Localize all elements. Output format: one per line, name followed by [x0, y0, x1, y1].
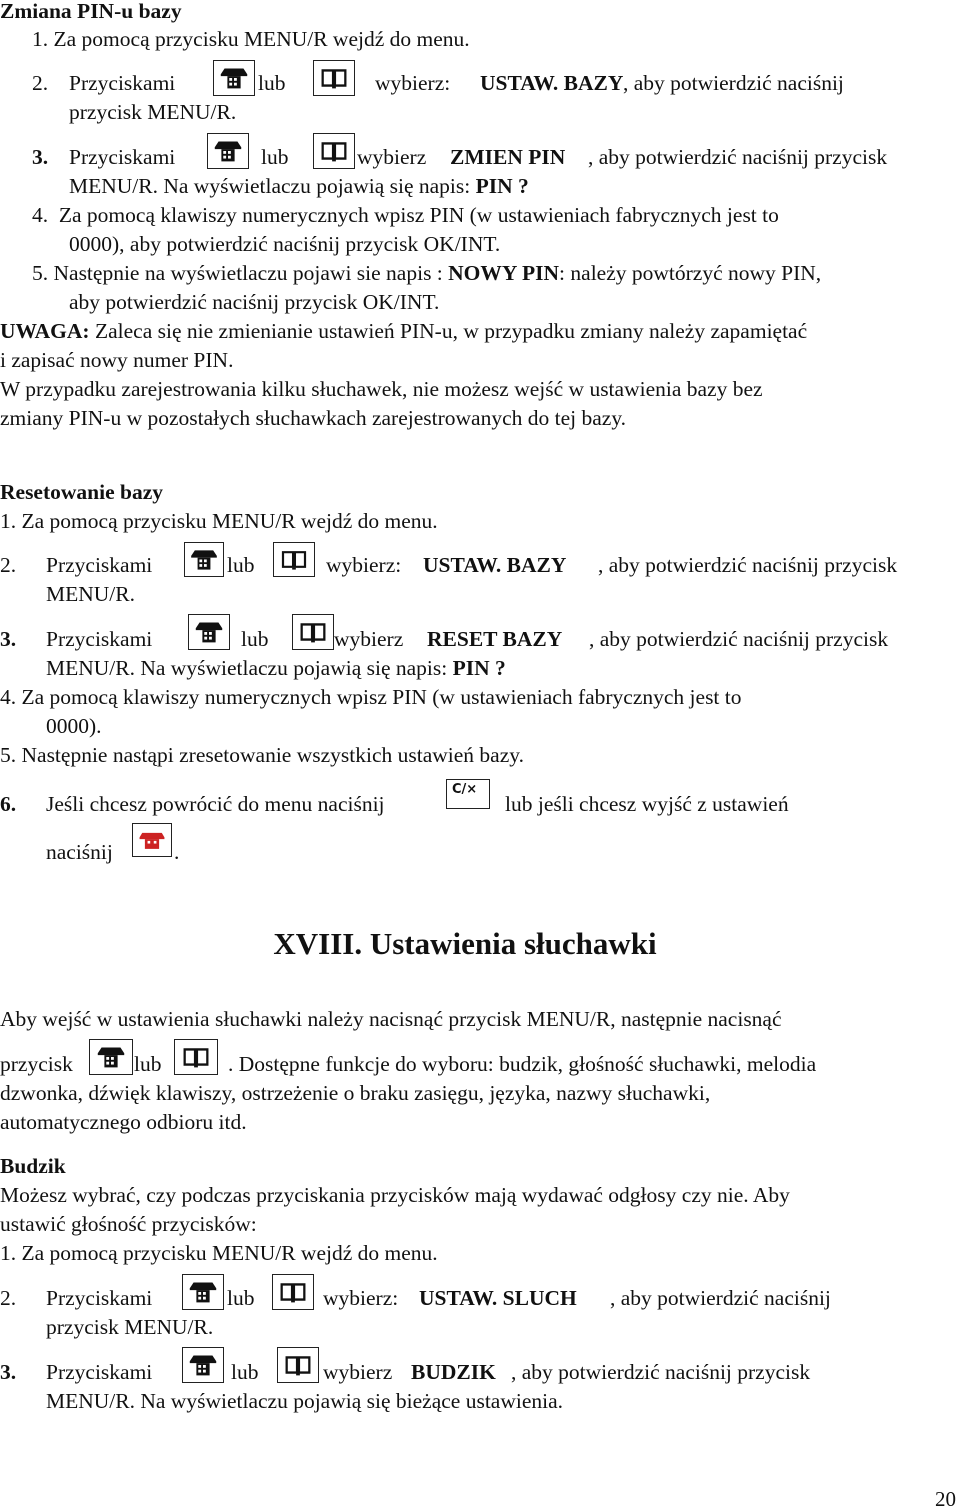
list-item-continuation: naciśnij . [46, 840, 180, 864]
paragraph: ustawić głośność przycisków: [0, 1212, 257, 1236]
list-item: 4. Za pomocą klawiszy numerycznych wpisz PIN (w ustawieniach fabrycznych jest to [0, 685, 742, 709]
paragraph: automatycznego odbioru itd. [0, 1110, 247, 1134]
list-item: 5. Następnie na wyświetlaczu pojawi sie napis : NOWY PIN: należy powtórzyć nowy PIN, [32, 261, 822, 285]
page-number: 20 [935, 1487, 956, 1511]
end-call-key-icon [132, 823, 172, 857]
chapter-title: XVIII. Ustawienia słuchawki [273, 926, 657, 961]
list-item-continuation: przycisk MENU/R. [69, 100, 237, 124]
list-item: 5. Następnie nastąpi zresetowanie wszystkich ustawień bazy. [0, 743, 524, 767]
down-key-icon [174, 1039, 218, 1075]
warning-note-cont: i zapisać nowy numer PIN. [0, 348, 234, 372]
list-item-continuation: aby potwierdzić naciśnij przycisk OK/INT. [69, 290, 440, 314]
up-key-icon [207, 133, 249, 169]
list-item: 3. Przyciskami lub wybierz RESET BAZY , aby potwierdzić naciśnij przycisk [0, 627, 889, 651]
list-item: 1. Za pomocą przycisku MENU/R wejdź do menu. [0, 1241, 438, 1265]
list-item: 3. Przyciskami lub wybierz ZMIEN PIN , aby potwierdzić naciśnij przycisk [32, 145, 888, 169]
paragraph: przycisk lub . Dostępne funkcje do wyboru: budzik, głośność słuchawki, melodia [0, 1052, 817, 1076]
up-key-icon [188, 614, 230, 650]
down-key-icon [273, 542, 315, 577]
paragraph: W przypadku zarejestrowania kilku słuchawek, nie możesz wejść w ustawienia bazy bez [0, 377, 763, 401]
down-key-icon [277, 1347, 319, 1383]
list-item-continuation: 0000), aby potwierdzić naciśnij przycisk OK/INT. [69, 232, 501, 256]
paragraph: zmiany PIN-u w pozostałych słuchawkach zarejestrowanych do tej bazy. [0, 406, 627, 430]
list-item: 4. Za pomocą klawiszy numerycznych wpisz PIN (w ustawieniach fabrycznych jest to [32, 203, 779, 227]
list-item: 6. Jeśli chcesz powrócić do menu naciśnij lub jeśli chcesz wyjść z ustawień [0, 792, 789, 816]
section-title-alarm: Budzik [0, 1154, 66, 1178]
up-key-icon [213, 60, 255, 96]
list-item: 1. Za pomocą przycisku MENU/R wejdź do menu. [0, 509, 438, 533]
list-item: 2. Przyciskami lub wybierz: USTAW. SLUCH , aby potwierdzić naciśnij [0, 1286, 831, 1310]
section-title-pin: Zmiana PIN-u bazy [0, 0, 182, 23]
list-item: 3. Przyciskami lub wybierz BUDZIK , aby potwierdzić naciśnij przycisk [0, 1360, 811, 1384]
section-title-reset: Resetowanie bazy [0, 480, 164, 504]
list-item-continuation: MENU/R. Na wyświetlaczu pojawią się bieżące ustawienia. [46, 1389, 564, 1413]
up-key-icon [182, 1274, 224, 1310]
list-item-continuation: 0000). [46, 714, 102, 738]
list-item-continuation: MENU/R. Na wyświetlaczu pojawią się napis: PIN ? [69, 174, 529, 198]
clear-key-icon: C/× [446, 779, 490, 809]
list-item-continuation: przycisk MENU/R. [46, 1315, 214, 1339]
down-key-icon [313, 60, 355, 96]
list-item: 1. Za pomocą przycisku MENU/R wejdź do menu. [32, 27, 470, 51]
warning-note: UWAGA: Zaleca się nie zmienianie ustawień PIN-u, w przypadku zmiany należy zapamiętać [0, 319, 808, 343]
up-key-icon [89, 1039, 133, 1075]
down-key-icon [272, 1274, 314, 1310]
paragraph: dzwonka, dźwięk klawiszy, ostrzeżenie o braku zasięgu, języka, nazwy słuchawki, [0, 1081, 711, 1105]
list-item: 2. Przyciskami lub wybierz: USTAW. BAZY , aby potwierdzić naciśnij przycisk [0, 553, 898, 577]
list-item-continuation: MENU/R. Na wyświetlaczu pojawią się napis: PIN ? [46, 656, 506, 680]
paragraph: Możesz wybrać, czy podczas przyciskania przycisków mają wydawać odgłosy czy nie. Aby [0, 1183, 790, 1207]
paragraph: Aby wejść w ustawienia słuchawki należy nacisnąć przycisk MENU/R, następnie nacisnąć [0, 1007, 782, 1031]
up-key-icon [182, 1347, 224, 1383]
up-key-icon [184, 542, 224, 577]
list-item: 2. Przyciskami lub wybierz: USTAW. BAZY , aby potwierdzić naciśnij [32, 71, 844, 95]
list-item-continuation: MENU/R. [46, 582, 135, 606]
down-key-icon [292, 614, 334, 650]
down-key-icon [313, 133, 355, 169]
